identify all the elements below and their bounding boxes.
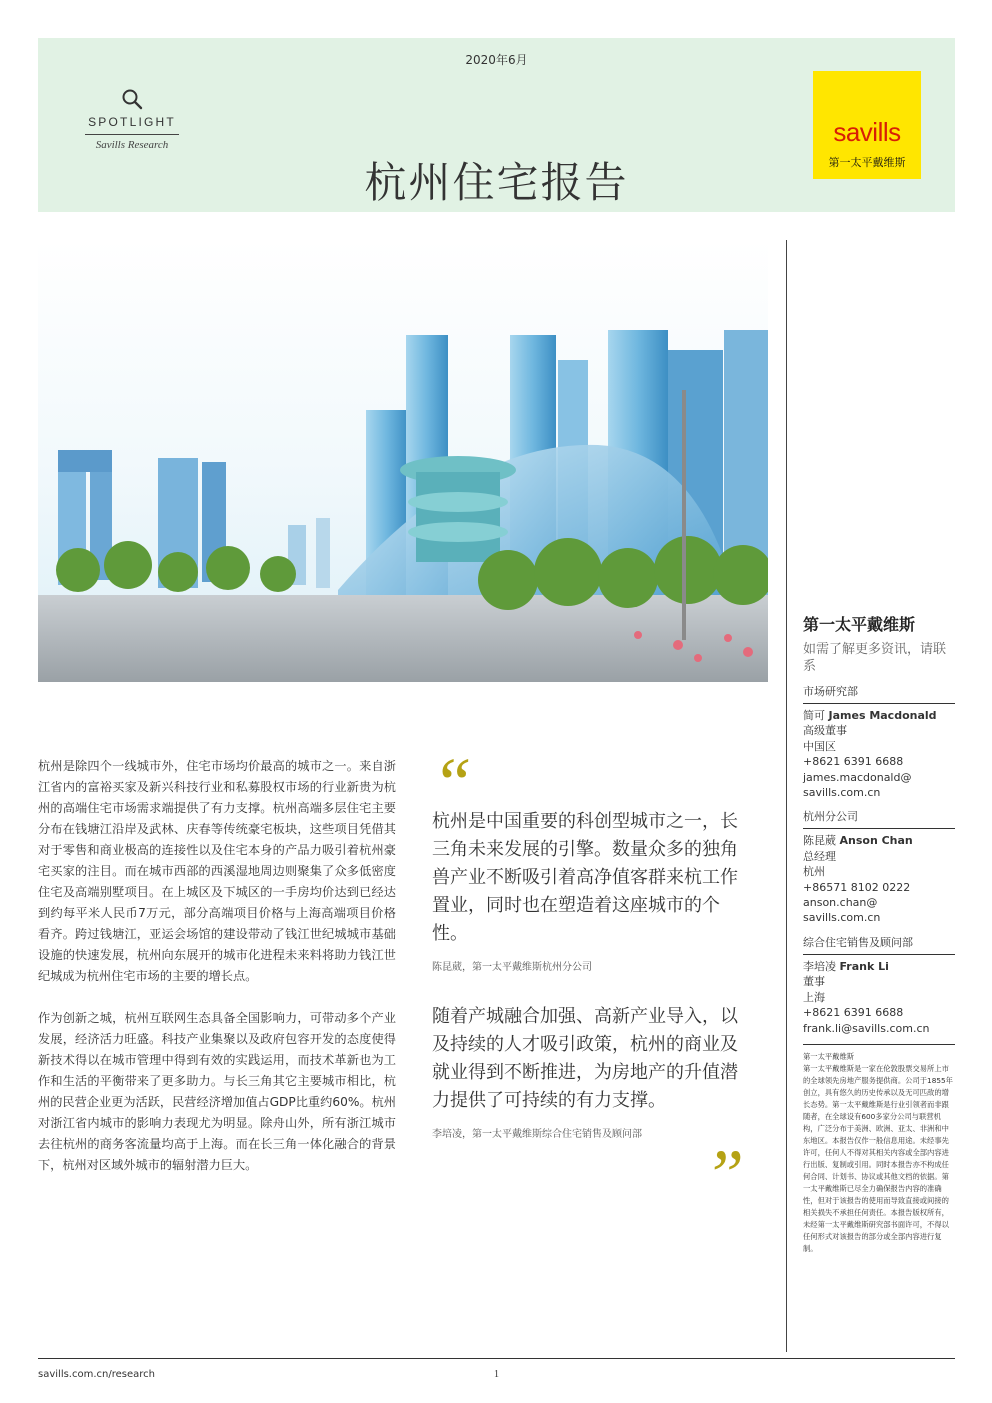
contact-email[interactable]: frank.li@savills.com.cn (803, 1021, 930, 1035)
contact-phone[interactable]: +86571 8102 0222 (803, 880, 911, 894)
contact-location: 中国区 (803, 739, 836, 753)
spotlight-label: SPOTLIGHT (88, 115, 176, 129)
contact-email[interactable]: james.macdonald@ (803, 770, 912, 784)
contact-location: 杭州 (803, 865, 825, 879)
quote-attribution: 李培凌，第一太平戴维斯综合住宅销售及顾问部 (432, 1129, 642, 1140)
logo-chinese-name: 第一太平戴维斯 (828, 156, 906, 169)
sidebar-divider (786, 240, 787, 1352)
quote-attribution: 陈昆葳，第一太平戴维斯杭州分公司 (432, 962, 592, 973)
department-label: 市场研究部 (803, 683, 955, 704)
contact-cn-name: 李培凌 (803, 959, 836, 973)
body-paragraph: 杭州是除四个一线城市外，住宅市场均价最高的城市之一。来自浙江省内的富裕买家及新兴科技行业和私募股权市场的行业新贵为杭州的高端住宅市场需求端提供了有力支撑。杭州高端多层住宅主要分布在钱塘江沿岸及武林、庆春等传统豪宅板块，这些项目凭借其对于零售和商业极高的连接性以及住宅本身的产品力吸引着杭州豪宅买家的注目。而在城市西部的西溪湿地周边则聚集了众多低密度住宅及高端别墅项目。在上城区及下城区的一手房均价达到已经达到约每平米人民币7万元，部分高端项目价格与上海高端项目价格看齐。跨过钱塘江，亚运会场馆的建设带动了钱江世纪城城市基础设施的快速发展，杭州向东展开的城市化进程未来料将助力钱江世纪城成为杭州住宅市场的主要的增长点。 (38, 759, 396, 983)
contact-en-name: James Macdonald (828, 709, 937, 722)
contact-email[interactable]: anson.chan@ (803, 896, 878, 910)
contact-card (803, 959, 955, 1036)
quote-text: 随着产城融合加强、高新产业导入，以及持续的人才吸引政策，杭州的商业及就业得到不断推进，为房地产的升值潜力提供了可持续的有力支撑。 (432, 1006, 738, 1111)
footer-url-link[interactable]: savills.com.cn/research (38, 1369, 155, 1380)
magnifier-icon (121, 88, 143, 110)
page-number: 1 (494, 1369, 499, 1380)
logo-brand: savills (833, 117, 901, 147)
quote-text: 杭州是中国重要的科创型城市之一，长三角未来发展的引擎。数量众多的独角兽产业不断吸引着高净值客群来杭工作置业，同时也在塑造着这座城市的个性。 (432, 811, 738, 944)
disclaimer-title: 第一太平戴维斯 (803, 1051, 855, 1061)
close-quote-icon: ” (704, 1135, 745, 1215)
pull-quotes (432, 743, 745, 1215)
contact-email-domain[interactable]: savills.com.cn (803, 911, 881, 925)
contact-email-domain[interactable]: savills.com.cn (803, 786, 881, 800)
spotlight-sublabel: Savills Research (95, 139, 169, 151)
open-quote-icon: “ (432, 743, 473, 823)
city-skyline-image (38, 240, 768, 682)
footer-divider (38, 1358, 955, 1359)
department-label: 杭州分公司 (803, 808, 955, 829)
body-paragraph: 作为创新之城，杭州互联网生态具备全国影响力，可带动多个产业发展，经济活力旺盛。科技产业集聚以及政府包容开发的态度使得新技术得以在城市管理中得到有效的实践运用，而技术革新也为工作和生活的平衡带来了更多助力。与长三角其它主要城市相比，杭州的民营企业更为活跃，民营经济增加值占GDP比重约60%。杭州对浙江省内城市的影响力表现尤为明显。除舟山外，所有浙江城市去往杭州的商务客流量均高于上海。而在长三角一体化融合的背景下，杭州对区域外城市的辐射潜力巨大。 (38, 1011, 396, 1172)
contact-title: 总经理 (803, 849, 836, 863)
contact-prompt: 如需了解更多资讯，请联系 (803, 642, 947, 674)
contact-title: 董事 (803, 975, 825, 989)
contact-en-name: Frank Li (839, 959, 889, 973)
contact-phone[interactable]: +8621 6391 6688 (803, 1006, 904, 1020)
page-title: 杭州住宅报告 (364, 158, 629, 207)
savills-logo (813, 71, 921, 179)
contact-title: 高级董事 (803, 724, 847, 738)
contact-card (803, 708, 955, 800)
sidebar-org-name: 第一太平戴维斯 (803, 615, 916, 634)
disclaimer (803, 1044, 955, 1255)
contact-card (803, 833, 955, 925)
contact-phone[interactable]: +8621 6391 6688 (803, 755, 904, 769)
contact-cn-name: 陈昆葳 (803, 834, 836, 848)
spotlight-badge (82, 88, 182, 151)
spotlight-divider (85, 134, 179, 135)
body-text (38, 756, 396, 1197)
disclaimer-text: 第一太平戴维斯是一家在伦敦股票交易所上市的全球领先房地产服务提供商。公司于1855年创立，具有悠久的历史传承以及无可匹敌的增长态势。第一太平戴维斯是行业引领者而非跟随者，在全球设有600多家分公司与联营机构，广泛分布于美洲、欧洲、亚太、非洲和中东地区。本报告仅作一般信息用途。未经事先许可，任何人不得对其相关内容或全部内容进行出版、复制或引用。同时本报告亦不构成任何合同、计划书、协议或其他文档的依据。第一太平戴维斯已尽全力确保报告内容的准确性，但对于该报告的使用而导致直接或间接的相关损失不承担任何责任。本报告版权所有，未经第一太平戴维斯研究部书面许可，不得以任何形式对该报告的部分或全部内容进行复制。 (803, 1063, 953, 1253)
contact-en-name: Anson Chan (839, 834, 913, 848)
department-label: 综合住宅销售及顾问部 (803, 934, 955, 955)
contact-location: 上海 (803, 990, 825, 1004)
report-date: 2020年6月 (465, 53, 528, 67)
contact-sidebar (803, 612, 955, 1255)
contact-cn-name: 简可 (803, 709, 825, 722)
